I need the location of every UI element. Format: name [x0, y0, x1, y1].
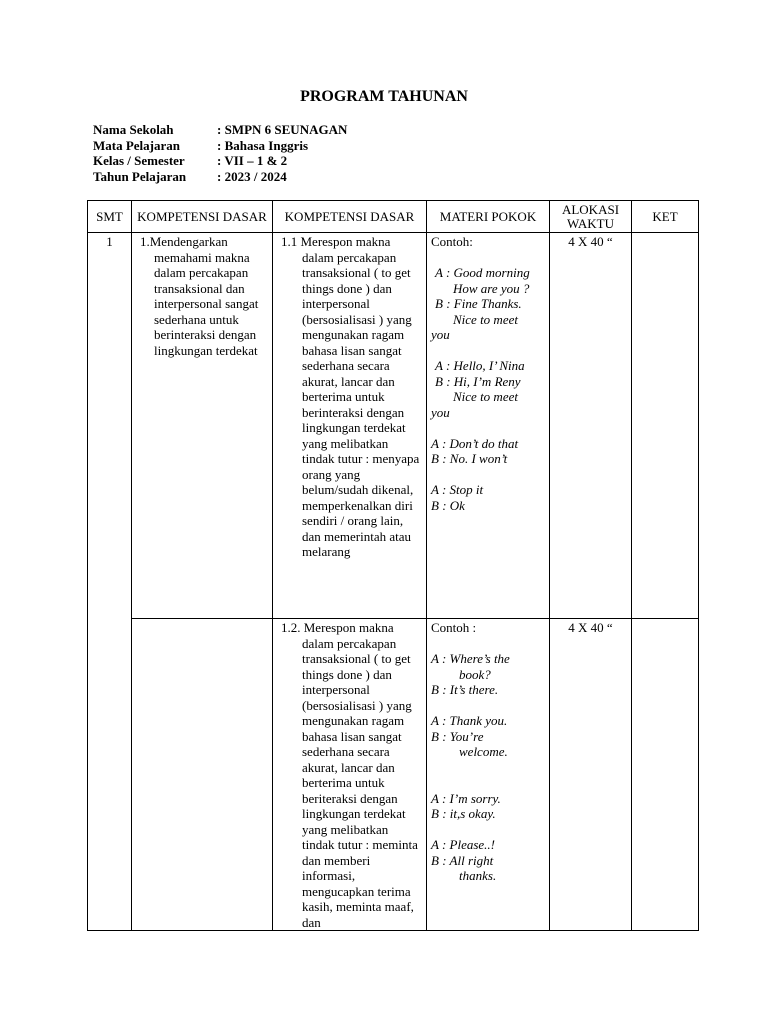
- dialog-line: B : No. I won’t: [431, 451, 508, 466]
- dialog-line: A : Please..!: [431, 837, 496, 852]
- info-value: : VII – 1 & 2: [217, 153, 288, 168]
- header-kompetensi-dasar: KOMPETENSI DASAR: [273, 201, 427, 233]
- dialog-line: A : Hello, I’ Nina: [435, 358, 525, 373]
- table-row: [88, 233, 699, 619]
- school-info: [93, 122, 347, 184]
- kd-main-cell: [132, 233, 273, 619]
- dialog-line: A : Thank you.: [431, 713, 508, 728]
- info-label: Nama Sekolah: [93, 122, 174, 137]
- info-value: : Bahasa Inggris: [217, 137, 309, 153]
- header-alokasi-waktu: ALOKASI WAKTU: [550, 201, 632, 233]
- info-label: Tahun Pelajaran: [93, 168, 187, 184]
- info-label: Kelas / Semester: [93, 153, 185, 168]
- dialog-line: book?: [459, 666, 491, 682]
- alokasi-value: 4 X 40 “: [568, 620, 613, 635]
- materi-contoh: Contoh:: [431, 234, 473, 249]
- dialog-line: How are you ?: [453, 280, 530, 296]
- dialog-line: Nice to meet: [453, 311, 518, 327]
- dialog-line: A : Where’s the: [431, 651, 510, 666]
- dialog-line: B : Ok: [431, 497, 465, 513]
- materi-contoh: Contoh :: [431, 620, 477, 635]
- kd-sub-cell: [273, 233, 427, 619]
- dialog-line: thanks.: [459, 868, 497, 883]
- materi-cell: [427, 619, 550, 931]
- materi-cell: [427, 233, 550, 619]
- dialog-line: A : Good morning: [435, 265, 530, 280]
- info-label: Mata Pelajaran: [93, 137, 181, 153]
- dialog-line: B : You’re: [431, 728, 484, 744]
- ket-cell: [632, 233, 699, 619]
- dialog-line: A : Stop it: [431, 482, 484, 497]
- table-header-row: [88, 201, 699, 233]
- header-materi-pokok: MATERI POKOK: [427, 201, 550, 233]
- dialog-line: welcome.: [459, 744, 508, 759]
- dialog-line: you: [431, 404, 450, 420]
- dialog-line: B : Hi, I’m Reny: [435, 373, 521, 389]
- info-value: : 2023 / 2024: [217, 168, 287, 184]
- alokasi-value: 4 X 40 “: [568, 234, 613, 249]
- dialog-line: B : it,s okay.: [431, 806, 496, 821]
- info-value: : SMPN 6 SEUNAGAN: [217, 122, 348, 137]
- smt-value: 1: [106, 234, 113, 249]
- dialog-line: B : All right: [431, 852, 494, 868]
- ket-cell: [632, 619, 699, 931]
- kd-sub-text: 1.1 Merespon makna dalam percakapan transaksional ( to get things done ) dan interpersonal (bersosialisasi ) yang mengunakan ragam bahasa lisan sangat sederhana secara akurat, lancar dan berterima untuk berinteraksi dengan lingkungan terdekat yang melibatkan tindak tutur : menyapa orang yang belum/sudah dikenal, memperkenalkan diri sendiri / orang lain, dan memerintah atau melarang: [281, 234, 420, 559]
- kd-main-text: 1.Mendengarkan memahami makna dalam percakapan transaksional dan interpersonal sangat sederhana untuk berinteraksi dengan lingkungan terdekat: [140, 234, 259, 358]
- info-row-year: [93, 169, 347, 185]
- dialog-line: you: [431, 327, 450, 342]
- alokasi-cell: [550, 233, 632, 619]
- kd-sub-text: 1.2. Merespon makna dalam percakapan transaksional ( to get things done ) dan interpersonal (bersosialisasi ) yang mengunakan ragam bahasa lisan sangat sederhana secara akurat, lancar dan berterima untuk beriteraksi dengan lingkungan terdekat yang melibatkan tindak tutur : meminta dan memberi informasi, mengucapkan terima kasih, meminta maaf, dan: [281, 620, 418, 930]
- info-row-subject: [93, 138, 347, 154]
- document-title: PROGRAM TAHUNAN: [300, 88, 468, 105]
- kd-sub-cell: [273, 619, 427, 931]
- kd-main-cell: [132, 619, 273, 931]
- info-row-school: [93, 122, 347, 138]
- alokasi-cell: [550, 619, 632, 931]
- dialog-line: Nice to meet: [453, 389, 518, 404]
- header-ket: KET: [632, 201, 699, 233]
- dialog-line: A : Don’t do that: [431, 435, 519, 451]
- info-row-class: [93, 153, 347, 169]
- dialog-line: B : Fine Thanks.: [435, 296, 522, 311]
- header-kompetensi-dasar: KOMPETENSI DASAR: [132, 201, 273, 233]
- table-row: [88, 619, 699, 931]
- dialog-line: A : I’m sorry.: [431, 790, 501, 806]
- header-smt: SMT: [88, 201, 132, 233]
- program-table: [87, 200, 699, 931]
- smt-cell: [88, 233, 132, 931]
- dialog-line: B : It’s there.: [431, 682, 499, 697]
